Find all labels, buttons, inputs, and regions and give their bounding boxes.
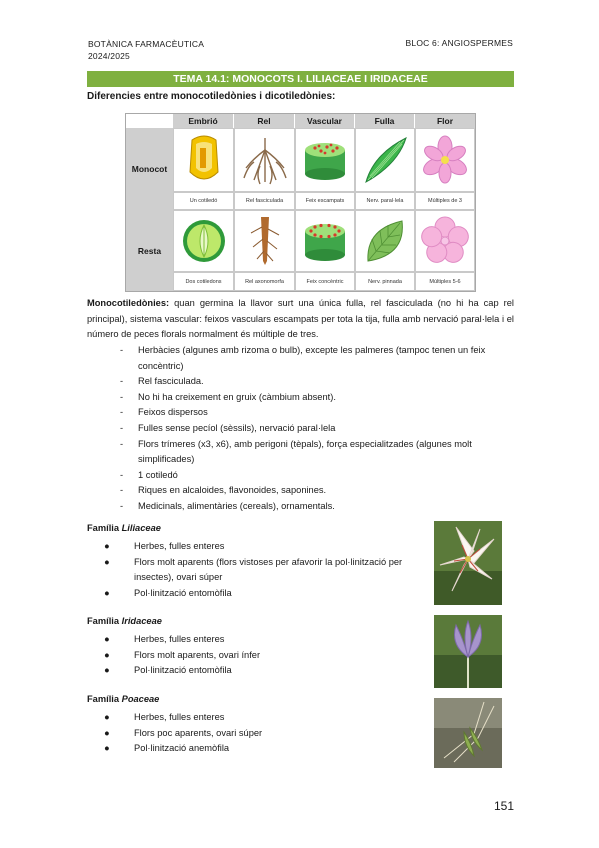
iridaceae-photo xyxy=(434,615,502,688)
single-cotyledon-icon xyxy=(184,134,224,186)
comparison-table xyxy=(125,113,476,292)
list-item: ● Flors poc aparents, ovari súper xyxy=(104,727,263,738)
list-item: - 1 cotiledó xyxy=(120,469,178,480)
concentric-bundles-icon xyxy=(301,219,349,263)
monocot-embryo-image xyxy=(173,128,234,192)
family-iridaceae-list xyxy=(104,632,424,679)
column-header-rel: Rel xyxy=(234,114,295,128)
intro-paragraph xyxy=(87,296,514,343)
pinnate-venation-leaf-icon xyxy=(360,215,410,267)
list-item: ● Pol·linització entomòfila xyxy=(104,665,232,676)
two-cotyledons-icon xyxy=(180,217,228,265)
row-header-monocot: Monocot xyxy=(126,128,173,210)
monocot-flower-image xyxy=(415,128,475,192)
list-item: - Herbàcies (algunes amb rizoma o bulb), excepte les palmeres (tampoc tenen un feix concèntric) xyxy=(120,345,486,371)
monocot-leaf-image xyxy=(355,128,415,192)
dicot-leaf-image xyxy=(355,210,415,272)
block-name: BLOC 6: ANGIOSPERMES xyxy=(405,38,513,48)
list-item: ● Flors molt aparents, ovari ínfer xyxy=(104,649,261,660)
purple-crocus-flower-icon xyxy=(434,615,502,688)
family-poaceae-list xyxy=(104,710,424,757)
caption-resta-fulla: Nerv. pinnada xyxy=(355,272,415,291)
list-item: ● Herbes, fulles enteres xyxy=(104,712,225,722)
caption-resta-rel: Rel axonomorfa xyxy=(234,272,295,291)
column-header-vascular: Vascular xyxy=(295,114,355,128)
taproot-icon xyxy=(245,215,285,267)
list-item: ● Pol·linització anemòfila xyxy=(104,743,230,754)
list-item: ● Herbes, fulles enteres xyxy=(104,634,225,644)
column-header-embrio: Embrió xyxy=(173,114,234,128)
liliaceae-photo xyxy=(434,521,502,605)
list-item: - Rel fasciculada. xyxy=(120,376,204,387)
caption-resta-vascular: Feix concèntric xyxy=(295,272,355,291)
monocot-root-image xyxy=(234,128,295,192)
caption-monocot-rel: Rel fasciculada xyxy=(234,192,295,210)
table-corner xyxy=(126,114,173,128)
caption-monocot-fulla: Nerv. paral·lela xyxy=(355,192,415,210)
topic-title: TEMA 14.1: MONOCOTS I. LILIACEAE I IRIDACEAE xyxy=(87,71,514,87)
white-lily-flower-icon xyxy=(434,521,502,605)
course-name: BOTÀNICA FARMACÈUTICA xyxy=(88,39,205,49)
caption-monocot-embrio: Un cotiledó xyxy=(173,192,234,210)
caption-resta-flor: Múltiples 5-6 xyxy=(415,272,475,291)
document-header-left xyxy=(88,38,204,62)
row-header-resta: Resta xyxy=(126,210,173,291)
scattered-bundles-icon xyxy=(301,138,349,182)
trimerous-flower-icon xyxy=(420,135,470,185)
poaceae-photo xyxy=(434,698,502,768)
family-liliaceae-list xyxy=(104,539,426,601)
list-item: - Riques en alcaloides, flavonoides, saponines. xyxy=(120,485,327,496)
list-item: ● Flors molt aparents (flors vistoses per afavorir la pol·linització per insectes), ovari súper xyxy=(104,556,403,583)
caption-monocot-flor: Múltiples de 3 xyxy=(415,192,475,210)
parallel-venation-leaf-icon xyxy=(360,134,410,186)
dicot-flower-image xyxy=(415,210,475,272)
page-number: 151 xyxy=(493,799,514,813)
list-item: ● Herbes, fulles enteres xyxy=(104,541,225,551)
intro-term: Monocotiledònies: xyxy=(87,298,170,308)
fibrous-root-icon xyxy=(240,134,290,186)
caption-resta-embrio: Dos cotiledons xyxy=(173,272,234,291)
list-item: - Medicinals, alimentàries (cereals), ornamentals. xyxy=(120,500,335,511)
family-poaceae-heading: Família Poaceae xyxy=(87,694,160,704)
academic-year: 2024/2025 xyxy=(88,51,130,61)
traits-list xyxy=(120,343,514,515)
caption-monocot-vascular: Feix escampats xyxy=(295,192,355,210)
column-header-fulla: Fulla xyxy=(355,114,415,128)
list-item: - Fulles sense pecíol (sèssils), nervació paral·lela xyxy=(120,422,336,433)
section-subtitle: Diferencies entre monocotiledònies i dicotiledònies: xyxy=(87,91,336,102)
dicot-vascular-image xyxy=(295,210,355,272)
monocot-vascular-image xyxy=(295,128,355,192)
column-header-flor: Flor xyxy=(415,114,475,128)
family-iridaceae-heading: Família Iridaceae xyxy=(87,616,162,626)
dicot-root-image xyxy=(234,210,295,272)
list-item: ● Pol·linització entomòfila xyxy=(104,587,232,598)
family-liliaceae-heading: Família Liliaceae xyxy=(87,523,161,533)
intro-text: quan germina la llavor surt una única fulla, rel fasciculada (no hi ha cap rel principal), sistema vascular: feixos vasculars escampats per tota la tija, fulla amb nervació paral·lela i el número de peces florals normalment és múltiple de tres. xyxy=(87,298,514,340)
dicot-embryo-image xyxy=(173,210,234,272)
grass-spikelet-icon xyxy=(434,698,502,768)
list-item: - Flors trímeres (x3, x6), amb perigoni (tèpals), força especialitzades (algunes molt simplificades) xyxy=(120,438,472,465)
list-item: - Feixos dispersos xyxy=(120,407,208,418)
list-item: - No hi ha creixement en gruix (càmbium absent). xyxy=(120,391,336,402)
pentamerous-flower-icon xyxy=(420,216,470,266)
